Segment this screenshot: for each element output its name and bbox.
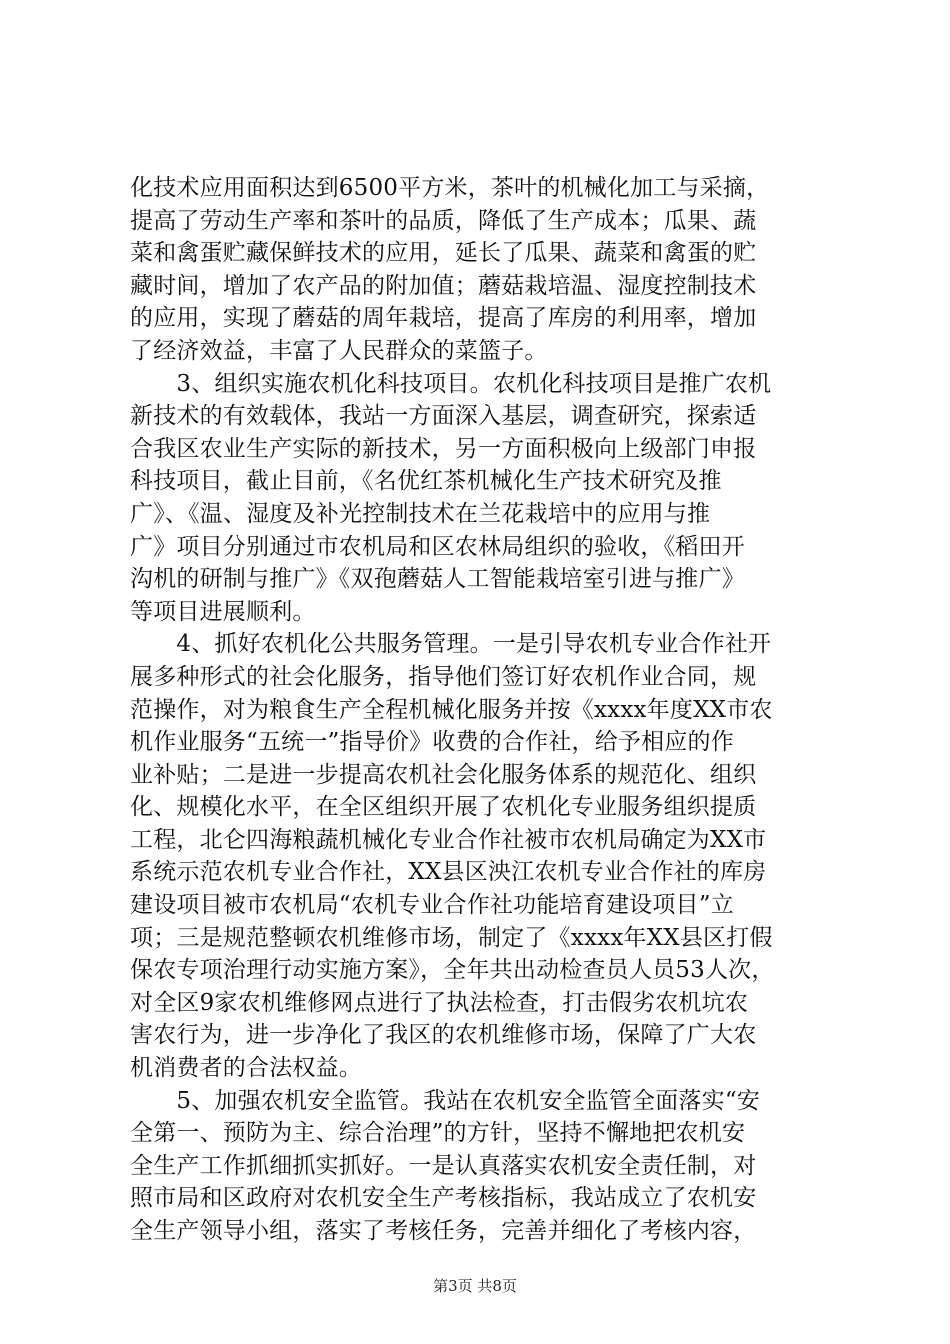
page-number-footer: 第3页 共8页 bbox=[433, 1277, 517, 1295]
text-line: 项；三是规范整顿农机维修市场，制定了《xxxx年XX县区打假 bbox=[130, 924, 773, 951]
text-line: 化技术应用面积达到6500平方米，茶叶的机械化加工与采摘， bbox=[130, 175, 770, 201]
text-line: 对全区9家农机维修网点进行了执法检查，打击假劣农机坑农 bbox=[130, 989, 749, 1016]
text-line: 广》项目分别通过市农机局和区农林局组织的验收，《稻田开 bbox=[130, 533, 745, 560]
text-line: 等项目进展顺利。 bbox=[130, 598, 316, 625]
text-line: 展多种形式的社会化服务，指导他们签订好农机作业合同，规 bbox=[130, 663, 757, 690]
text-line: 广》、《温、湿度及补光控制技术在兰花栽培中的应用与推 bbox=[130, 500, 711, 527]
text-line: 5、加强农机安全监管。我站在农机安全监管全面落实“安 bbox=[130, 1087, 760, 1114]
text-line: 合我区农业生产实际的新技术，另一方面积极向上级部门申报 bbox=[130, 435, 757, 462]
text-line: 建设项目被市农机局“农机专业合作社功能培育建设项目”立 bbox=[130, 892, 734, 919]
text-line: 藏时间，增加了农产品的附加值；蘑菇栽培温、湿度控制技术 bbox=[130, 272, 757, 299]
text-line: 照市局和区政府对农机安全生产考核指标，我站成立了农机安 bbox=[130, 1185, 757, 1212]
text-line: 保农专项治理行动实施方案》，全年共出动检查员人员53人次， bbox=[130, 957, 775, 984]
text-line: 工程，北仑四海粮蔬机械化专业合作社被市农机局确定为XX市 bbox=[130, 826, 767, 853]
text-line: 了经济效益，丰富了人民群众的菜篮子。 bbox=[130, 337, 548, 364]
text-line: 菜和禽蛋贮藏保鲜技术的应用，延长了瓜果、蔬菜和禽蛋的贮 bbox=[130, 240, 757, 267]
document-body bbox=[130, 172, 830, 1248]
text-line: 沟机的研制与推广》《双孢蘑菇人工智能栽培室引进与推广》 bbox=[130, 566, 745, 593]
text-line: 全生产工作抓细抓实抓好。一是认真落实农机安全责任制，对 bbox=[130, 1152, 757, 1179]
text-line: 范操作，对为粮食生产全程机械化服务并按《xxxx年度XX市农 bbox=[130, 696, 773, 723]
text-line: 3、组织实施农机化科技项目。农机化科技项目是推广农机 bbox=[130, 370, 772, 397]
text-line: 化、规模化水平，在全区组织开展了农机化专业服务组织提质 bbox=[130, 794, 757, 821]
text-line: 新技术的有效载体，我站一方面深入基层，调查研究，探索适 bbox=[130, 403, 757, 430]
text-line: 全生产领导小组，落实了考核任务，完善并细化了考核内容， bbox=[130, 1218, 757, 1244]
text-line: 提高了劳动生产率和茶叶的品质，降低了生产成本；瓜果、蔬 bbox=[130, 207, 757, 234]
text-line: 系统示范农机专业合作社，XX县区泱江农机专业合作社的库房 bbox=[130, 859, 767, 886]
text-line: 全第一、预防为主、综合治理”的方针，坚持不懈地把农机安 bbox=[130, 1120, 746, 1147]
text-line: 的应用，实现了蘑菇的周年栽培，提高了库房的利用率，增加 bbox=[130, 305, 757, 332]
text-line: 害农行为，进一步净化了我区的农机维修市场，保障了广大农 bbox=[130, 1022, 757, 1049]
text-line: 机作业服务“五统一”指导价》收费的合作社，给予相应的作 bbox=[130, 729, 734, 756]
text-line: 4、抓好农机化公共服务管理。一是引导农机专业合作社开 bbox=[130, 631, 772, 658]
text-line: 业补贴；二是进一步提高农机社会化服务体系的规范化、组织 bbox=[130, 761, 757, 788]
text-line: 机消费者的合法权益。 bbox=[130, 1055, 362, 1082]
text-line: 科技项目，截止目前，《名优红茶机械化生产技术研究及推 bbox=[130, 468, 722, 495]
